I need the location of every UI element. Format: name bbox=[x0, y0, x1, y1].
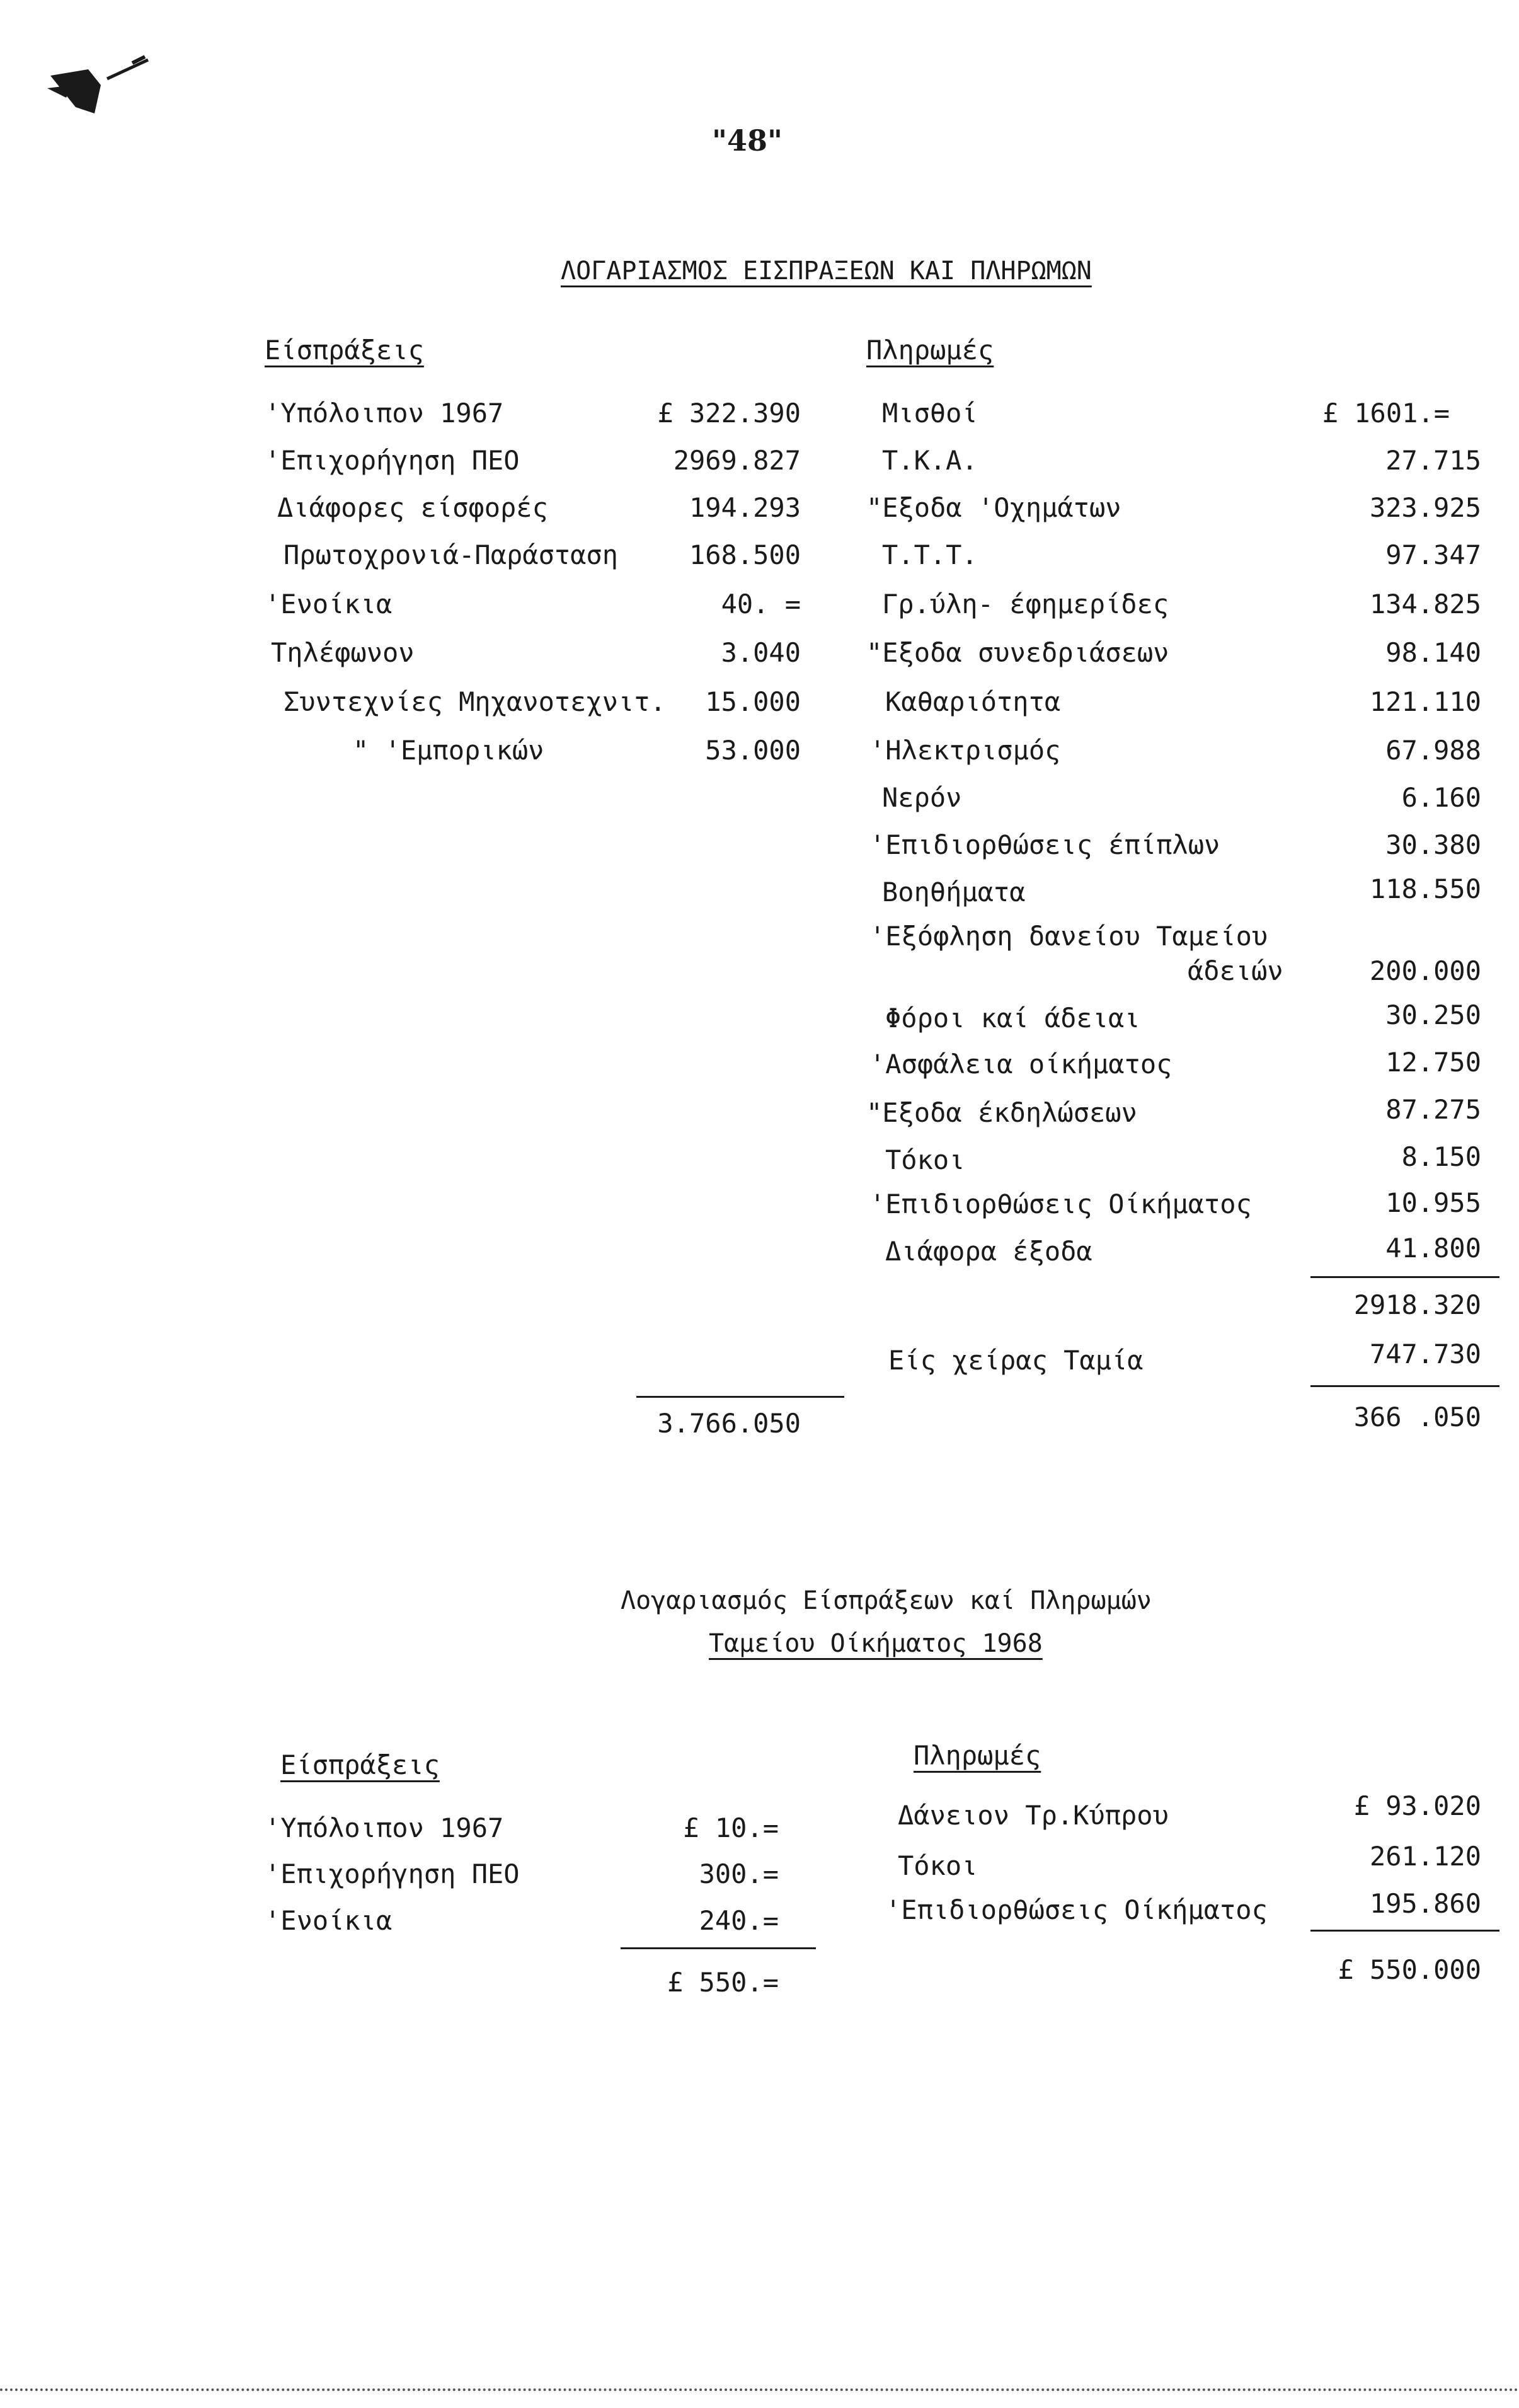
payment-amount: 41.800 bbox=[1385, 1233, 1481, 1264]
receipt-amount: 40. = bbox=[721, 589, 801, 619]
payment-label: Φόροι καί άδειαι bbox=[885, 1003, 1140, 1034]
payment-amount: £ 93.020 bbox=[1353, 1790, 1481, 1821]
receipt-amount: £ 10.= bbox=[683, 1812, 779, 1843]
payments-total-rule bbox=[1310, 1385, 1499, 1387]
payment-amount: 10.955 bbox=[1385, 1187, 1481, 1218]
receipt-amount: 168.500 bbox=[689, 539, 801, 570]
payments-subtotal: 2918.320 bbox=[1353, 1289, 1481, 1320]
corner-ink-mark bbox=[38, 50, 158, 132]
payment-amount: 97.347 bbox=[1385, 539, 1481, 570]
payments-subtotal-rule bbox=[1310, 1276, 1499, 1278]
receipt-label: Τηλέφωνον bbox=[271, 637, 415, 668]
payment-amount: £ 1601.= bbox=[1322, 398, 1450, 429]
receipts-total-rule bbox=[636, 1396, 844, 1398]
payment-amount: 195.860 bbox=[1369, 1888, 1481, 1919]
payment-label: Νερόν bbox=[882, 782, 962, 813]
receipt-amount: 53.000 bbox=[705, 735, 801, 766]
payment-label: "Εξοδα συνεδριάσεων bbox=[866, 637, 1169, 668]
payment-label: Γρ.ύλη- έφημερίδες bbox=[882, 589, 1169, 619]
payment-label: "Εξοδα 'Οχημάτων bbox=[866, 492, 1121, 523]
section2-payments-heading: Πληρωμές bbox=[914, 1740, 1041, 1771]
payment-amount: 30.380 bbox=[1385, 829, 1481, 860]
receipt-label: 'Ενοίκια bbox=[265, 589, 393, 619]
section2-receipts-heading: Είσπράξεις bbox=[280, 1749, 440, 1780]
payment-label: Βοηθήματα bbox=[882, 877, 1026, 907]
payment-amount: 30.250 bbox=[1385, 999, 1481, 1030]
receipt-amount: 2969.827 bbox=[673, 445, 801, 476]
payment-label: Διάφορα έξοδα bbox=[885, 1236, 1092, 1267]
receipts-total: 3.766.050 bbox=[657, 1408, 801, 1439]
payment-label: 'Ηλεκτρισμός bbox=[869, 735, 1061, 766]
receipt-label: 'Υπόλοιπον 1967 bbox=[265, 398, 504, 429]
payment-amount: 6.160 bbox=[1401, 782, 1481, 813]
payment-amount: 27.715 bbox=[1385, 445, 1481, 476]
payment-amount: 134.825 bbox=[1369, 589, 1481, 619]
page-number: "48" bbox=[712, 124, 782, 158]
payment-label: Δάνειον Τρ.Κύπρου bbox=[898, 1800, 1169, 1831]
section2-receipts-total-rule bbox=[621, 1947, 816, 1949]
payment-amount: 200.000 bbox=[1369, 955, 1481, 986]
payment-label: "Εξοδα έκδηλώσεων bbox=[866, 1097, 1137, 1128]
receipt-amount: 194.293 bbox=[689, 492, 801, 523]
cash-in-hand-label: Είς χείρας Ταμία bbox=[888, 1345, 1144, 1376]
payment-amount: 121.110 bbox=[1369, 686, 1481, 717]
payment-amount: 98.140 bbox=[1385, 637, 1481, 668]
section1-payments-heading: Πληρωμές bbox=[866, 335, 994, 366]
scan-bottom-edge bbox=[0, 2388, 1519, 2395]
payment-label: Μισθοί bbox=[882, 398, 978, 429]
receipt-amount: £ 322.390 bbox=[657, 398, 801, 429]
payment-label: Τ.Κ.Α. bbox=[882, 445, 978, 476]
payment-amount: 323.925 bbox=[1369, 492, 1481, 523]
receipt-label: Διάφορες είσφορές bbox=[277, 492, 548, 523]
payment-amount: 261.120 bbox=[1369, 1841, 1481, 1872]
payment-label-continued: άδειών bbox=[1188, 955, 1283, 986]
section1-receipts-heading: Είσπράξεις bbox=[265, 335, 424, 366]
receipt-amount: 15.000 bbox=[705, 686, 801, 717]
receipt-label: 'Υπόλοιπον 1967 bbox=[265, 1812, 504, 1843]
payment-label: 'Ασφάλεια οίκήματος bbox=[869, 1049, 1172, 1080]
section2-receipts-total: £ 550.= bbox=[667, 1967, 779, 1998]
payments-total: 366 .050 bbox=[1353, 1402, 1481, 1432]
receipt-label: 'Επιχορήγηση ΠΕΟ bbox=[265, 445, 520, 476]
section2-title-line2: Ταμείου Οίκήματος 1968 bbox=[709, 1629, 1043, 1658]
payment-label: Τόκοι bbox=[898, 1850, 978, 1881]
receipt-amount: 300.= bbox=[699, 1858, 779, 1889]
receipt-amount: 240.= bbox=[699, 1905, 779, 1936]
receipt-label: 'Ενοίκια bbox=[265, 1905, 393, 1936]
receipt-label: Συντεχνίες Μηχανοτεχνιτ. bbox=[284, 686, 666, 717]
receipt-label: " 'Εμπορικών bbox=[353, 735, 544, 766]
payment-label: Τ.Τ.Τ. bbox=[882, 539, 978, 570]
payment-label: 'Επιδιορθώσεις έπίπλων bbox=[869, 829, 1220, 860]
section2-payments-total: £ 550.000 bbox=[1338, 1954, 1481, 1985]
payment-label: 'Επιδιορθώσεις Οίκήματος bbox=[869, 1189, 1252, 1219]
receipt-label: Πρωτοχρονιά-Παράσταση bbox=[284, 539, 619, 570]
section2-payments-total-rule bbox=[1310, 1930, 1499, 1932]
section2-title-line1: Λογαριασμός Είσπράξεων καί Πληρωμών bbox=[621, 1586, 1152, 1615]
payment-amount: 118.550 bbox=[1369, 873, 1481, 904]
payment-label: 'Εξόφληση δανείου Ταμείου bbox=[869, 921, 1268, 952]
receipt-amount: 3.040 bbox=[721, 637, 801, 668]
payment-amount: 87.275 bbox=[1385, 1094, 1481, 1125]
cash-in-hand-amount: 747.730 bbox=[1369, 1339, 1481, 1369]
payment-amount: 8.150 bbox=[1401, 1141, 1481, 1172]
payment-amount: 12.750 bbox=[1385, 1047, 1481, 1078]
section1-title: ΛΟΓΑΡΙΑΣΜΟΣ ΕΙΣΠΡΑΞΕΩΝ ΚΑΙ ΠΛΗΡΩΜΩΝ bbox=[561, 256, 1092, 285]
payment-label: Καθαριότητα bbox=[885, 686, 1061, 717]
receipt-label: 'Επιχορήγηση ΠΕΟ bbox=[265, 1858, 520, 1889]
payment-label: Τόκοι bbox=[885, 1144, 965, 1175]
payment-amount: 67.988 bbox=[1385, 735, 1481, 766]
payment-label: 'Επιδιορθώσεις Οίκήματος bbox=[885, 1894, 1268, 1925]
